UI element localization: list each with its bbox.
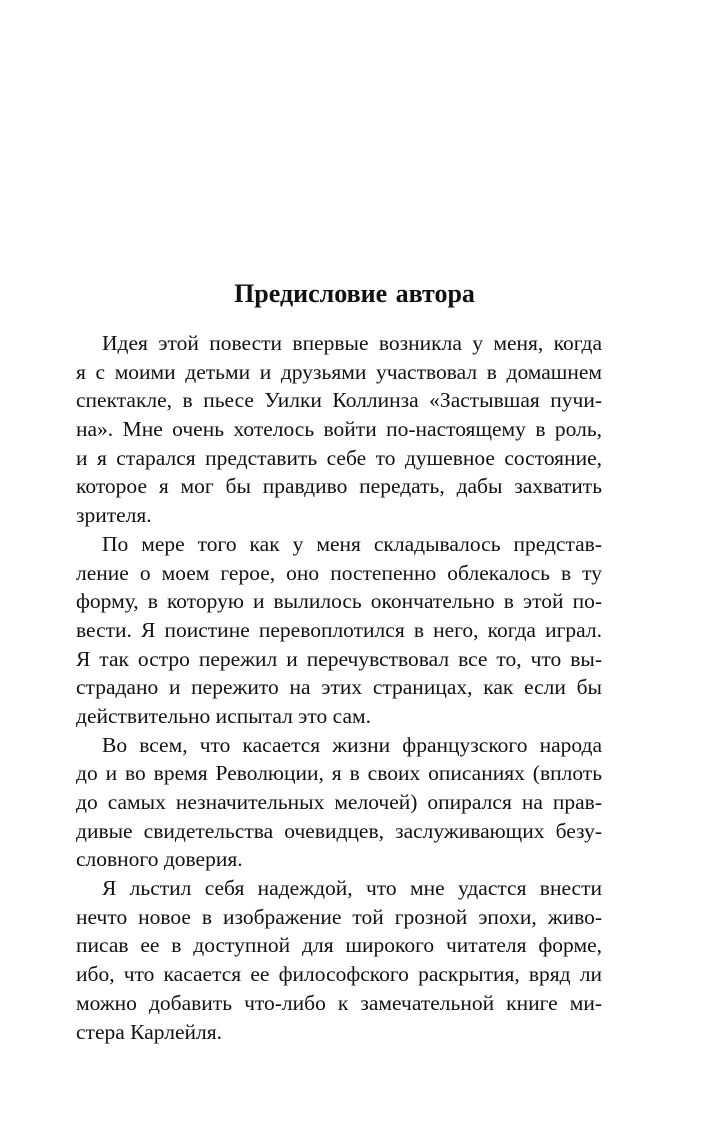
paragraph-4 xyxy=(76,874,602,1046)
text-line: которое я мог бы правдиво передать, дабы захватить xyxy=(76,474,602,499)
text-line: на». Мне очень хотелось войти по-настоящему в роль, xyxy=(76,417,602,442)
text-line: вести. Я поистине перевоплотился в него, когда играл. xyxy=(76,617,602,642)
text-line: нечто новое в изображение той грозной эпохи, живо- xyxy=(76,904,602,929)
paragraph-1 xyxy=(76,329,602,530)
text-line: стера Карлейля. xyxy=(76,1019,222,1044)
text-line: Я так остро пережил и перечувствовал все то, что вы- xyxy=(76,646,602,671)
text-line: Идея этой повести впервые возникла у меня, когда xyxy=(102,331,602,355)
text-line: ибо, что касается ее философского раскрытия, вряд ли xyxy=(76,962,602,987)
text-line: спектакле, в пьесе Уилки Коллинза «Застывшая пучи- xyxy=(76,388,602,413)
text-line: я с моими детьми и друзьями участвовал в домашнем xyxy=(76,359,602,384)
text-line: ление о моем герое, оно постепенно облекалось в ту xyxy=(76,560,602,585)
chapter-title: Предисловие автора xyxy=(234,279,475,308)
text-line: Во всем, что касается жизни французского народа xyxy=(102,732,602,757)
text-line: писав ее в доступной для широкого читателя форме, xyxy=(76,933,602,958)
text-line: По мере того как у меня складывалось представ- xyxy=(102,531,602,556)
text-line: и я старался представить себе то душевное состояние, xyxy=(76,445,602,470)
text-line: действительно испытал это сам. xyxy=(76,703,371,728)
text-line: страдано и пережито на этих страницах, как если бы xyxy=(76,675,602,700)
text-line: можно добавить что-либо к замечательной книге ми- xyxy=(76,990,602,1015)
text-line: форму, в которую и вылилось окончательно в этой по- xyxy=(76,589,602,614)
text-line: Я льстил себя надеждой, что мне удастся внести xyxy=(102,876,602,901)
text-line: зрителя. xyxy=(76,503,152,528)
text-line: словного доверия. xyxy=(76,847,243,872)
preface-text xyxy=(76,329,602,1046)
text-line: до и во время Революции, я в своих описаниях (вплоть xyxy=(76,761,602,786)
text-line: дивые свидетельства очевидцев, заслуживающих безу- xyxy=(76,818,602,843)
paragraph-2 xyxy=(76,530,602,731)
paragraph-3 xyxy=(76,731,602,874)
text-line: до самых незначительных мелочей) опирался на прав- xyxy=(76,790,602,814)
